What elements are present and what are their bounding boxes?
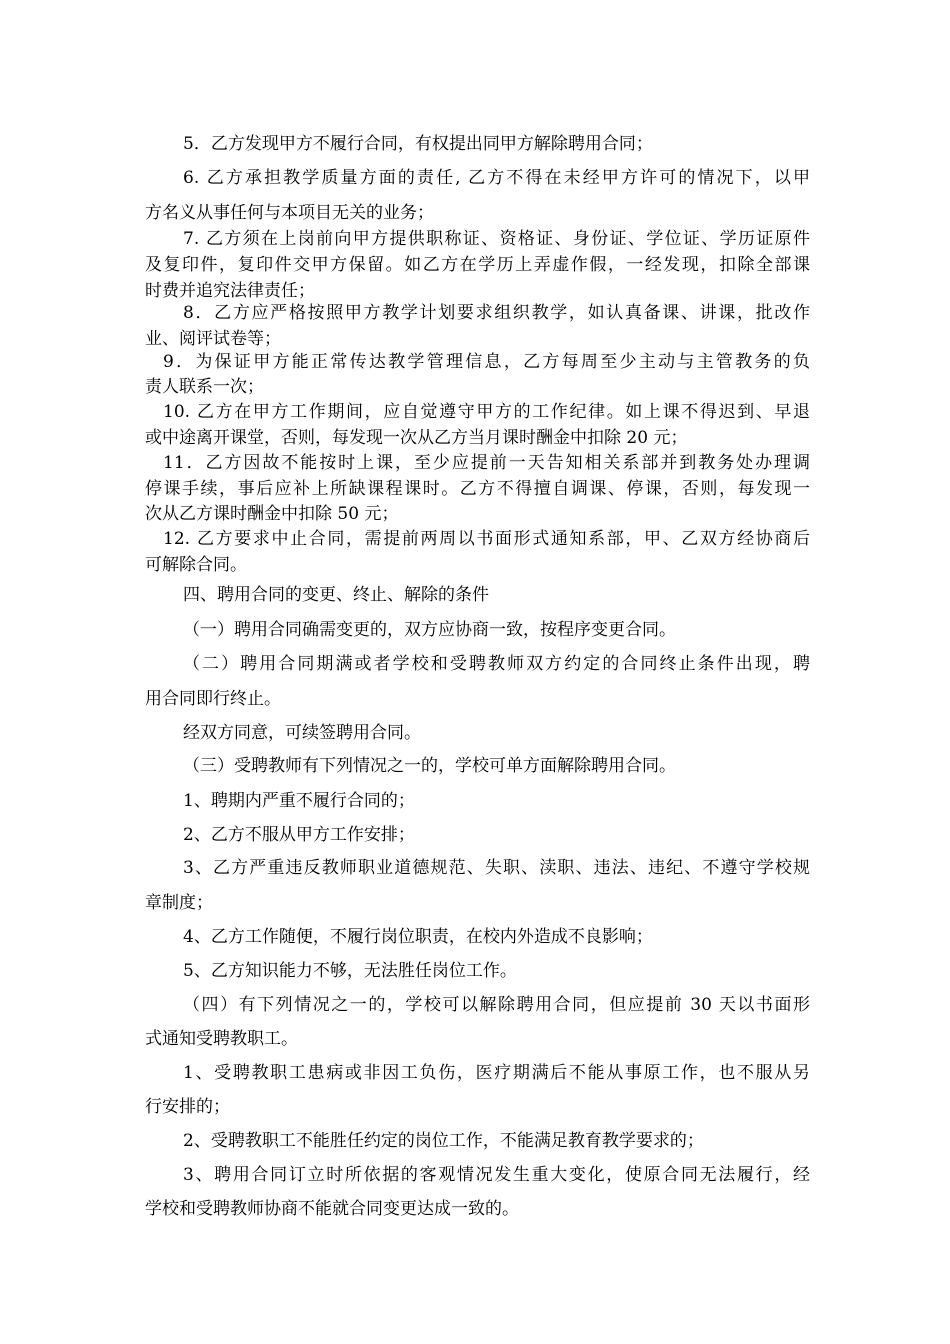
text-line: 式通知受聘教职工。 — [145, 1029, 298, 1049]
text-line: 时费并追究法律责任； — [145, 281, 315, 301]
text-line: 2、受聘教职工不能胜任约定的岗位工作，不能满足教育教学要求的； — [183, 1131, 704, 1151]
text-line: （三）受聘教师有下列情况之一的，学校可单方面解除聘用合同。 — [183, 756, 676, 776]
text-line: 停课手续，事后应补上所缺课程课时。乙方不得擅自调课、停课，否则，每发现一 — [145, 479, 810, 499]
text-line: 4、乙方工作随便，不履行岗位职责，在校内外造成不良影响； — [183, 927, 653, 947]
text-line: 经双方同意，可续签聘用合同。 — [183, 723, 421, 743]
text-line: 5．乙方发现甲方不履行合同，有权提出同甲方解除聘用合同； — [183, 134, 653, 154]
text-line: （一）聘用合同确需变更的，双方应协商一致，按程序变更合同。 — [183, 620, 676, 640]
text-line: 12. 乙方要求中止合同，需提前两周以书面形式通知系部，甲、乙双方经协商后 — [163, 529, 810, 549]
text-line: 6. 乙方承担教学质量方面的责任, 乙方不得在未经甲方许可的情况下，以甲 — [183, 168, 810, 188]
text-line: 次从乙方课时酬金中扣除 50 元； — [145, 504, 399, 524]
text-line: （四）有下列情况之一的，学校可以解除聘用合同，但应提前 30 天以书面形 — [183, 995, 810, 1015]
text-line: 业、阅评试卷等； — [145, 329, 281, 349]
text-line: 3、乙方严重违反教师职业道德规范、失职、渎职、违法、违纪、不遵守学校规 — [183, 858, 810, 878]
text-line: 用合同即行终止。 — [145, 689, 281, 709]
text-line: 1、受聘教职工患病或非因工负伤，医疗期满后不能从事原工作，也不服从另 — [183, 1063, 810, 1083]
text-line: 10. 乙方在甲方工作期间，应自觉遵守甲方的工作纪律。如上课不得迟到、早退 — [163, 402, 810, 422]
text-line: 2、乙方不服从甲方工作安排； — [183, 825, 415, 845]
text-line: （二）聘用合同期满或者学校和受聘教师双方约定的合同终止条件出现，聘 — [183, 654, 810, 674]
text-line: 行安排的； — [145, 1097, 230, 1117]
text-line: 方名义从事任何与本项目无关的业务； — [145, 203, 434, 223]
text-line: 责人联系一次； — [145, 377, 264, 397]
text-line: 9．为保证甲方能正常传达教学管理信息，乙方每周至少主动与主管教务的负 — [163, 352, 810, 372]
text-line: 1、聘期内严重不履行合同的； — [183, 791, 415, 811]
text-line: 11．乙方因故不能按时上课，至少应提前一天告知相关系部并到教务处办理调 — [163, 453, 810, 473]
text-line: 或中途离开课堂，否则，每发现一次从乙方当月课时酬金中扣除 20 元； — [145, 428, 688, 448]
section-heading: 四、聘用合同的变更、终止、解除的条件 — [183, 585, 489, 605]
text-line: 5、乙方知识能力不够，无法胜任岗位工作。 — [183, 961, 517, 981]
text-line: 7. 乙方须在上岗前向甲方提供职称证、资格证、身份证、学位证、学历证原件 — [183, 229, 810, 249]
text-line: 3、聘用合同订立时所依据的客观情况发生重大变化，使原合同无法履行，经 — [183, 1165, 810, 1185]
text-line: 可解除合同。 — [145, 555, 247, 575]
text-line: 章制度； — [145, 893, 213, 913]
text-line: 学校和受聘教师协商不能就合同变更达成一致的。 — [145, 1199, 519, 1219]
text-line: 8．乙方应严格按照甲方教学计划要求组织教学，如认真备课、讲课，批改作 — [183, 303, 810, 323]
text-line: 及复印件，复印件交甲方保留。如乙方在学历上弄虚作假，一经发现，扣除全部课 — [145, 255, 810, 275]
